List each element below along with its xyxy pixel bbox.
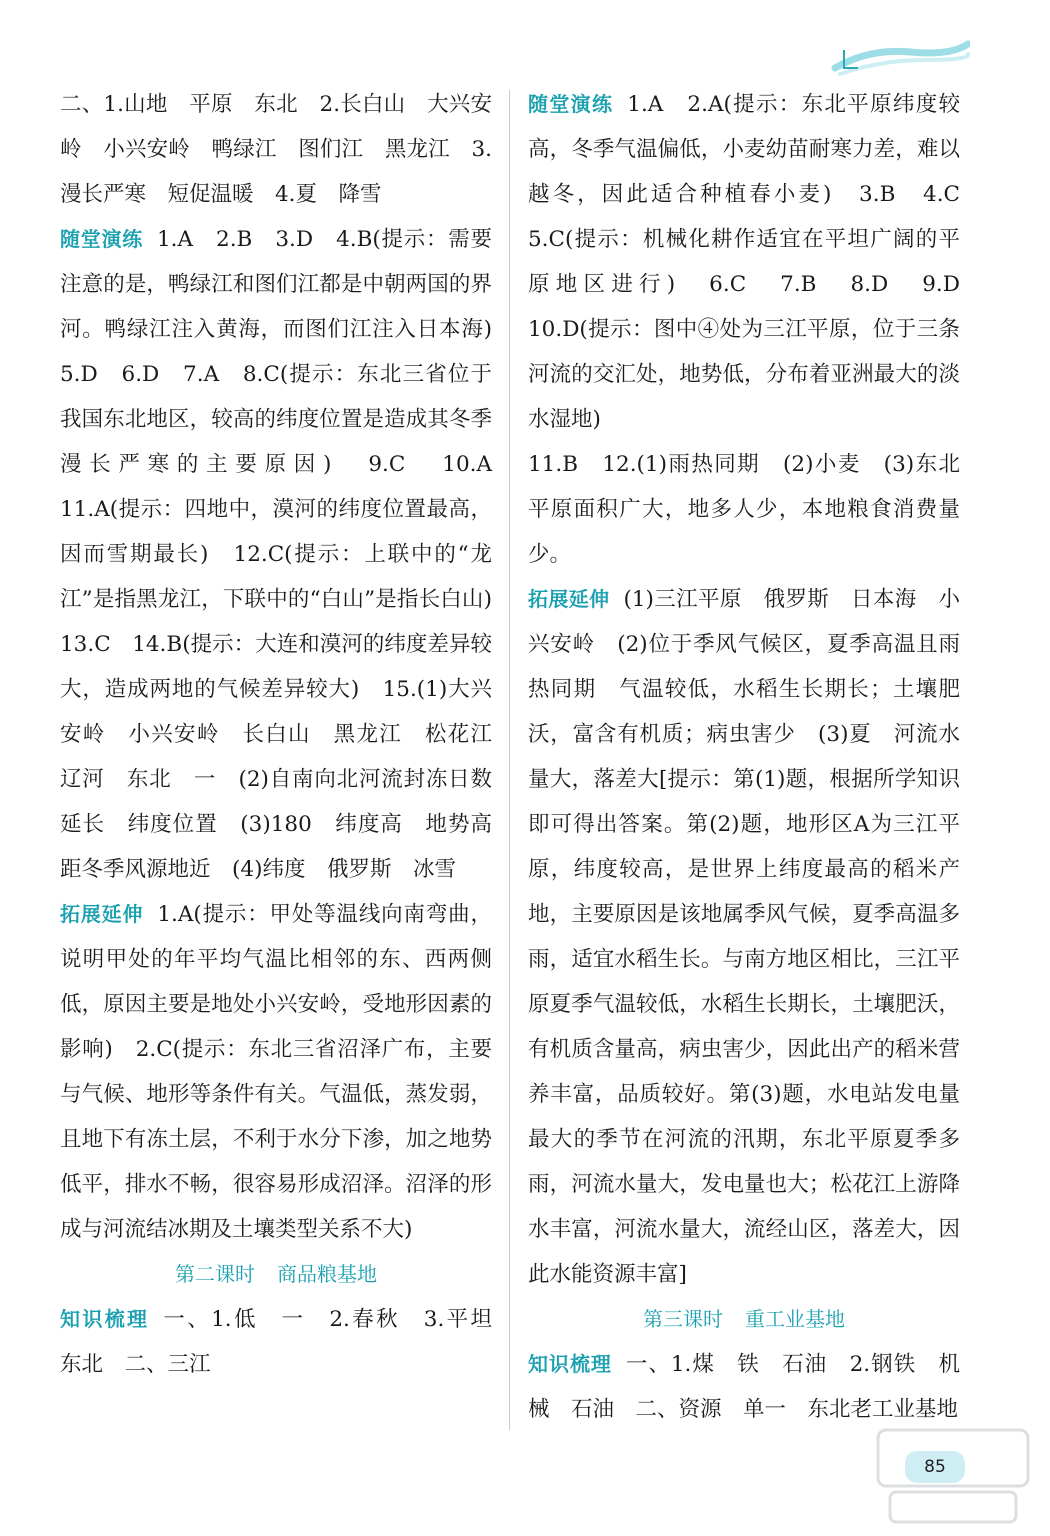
left-practice-section [60, 217, 514, 892]
left-knowledge-continued: 二、1.山地 平原 东北 2.长白山 大兴安岭 小兴安岭 鸭绿江 图们江 黑龙江 3.漫长严寒 短促温暖 4.夏 降雪 [60, 92, 492, 207]
lesson-number: 第三课时 [643, 1307, 723, 1331]
page-number: 85 [905, 1451, 965, 1483]
right-practice-section [528, 82, 982, 442]
left-extension-section [60, 892, 492, 1252]
extension-answers: 1.A(提示：甲处等温线向南弯曲，说明甲处的年平均气温比相邻的东、西两侧低，原因主要是地处小兴安岭，受地形因素的影响) 2.C(提示：东北三省沼泽广布，主要与气候、地形等条件有关。气温低，蒸发弱，且地下有冻土层，不利于水分下渗，加之地势低平，排水不畅，很容易形成沼泽。沼泽的形成与河流结冰期及土壤类型关系不大) [60, 902, 492, 1242]
knowledge-answers: 一、1.煤 铁 石油 2.钢铁 机械 石油 二、资源 单一 东北老工业基地 [528, 1352, 961, 1422]
lesson-heading-3 [528, 1297, 960, 1342]
practice-answers: 1.A 2.A(提示：东北平原纬度较高，冬季气温偏低，小麦幼苗耐寒力差，难以越冬，因此适合种植春小麦) 3.B 4.C 5.C(提示：机械化耕作适宜在平坦广阔的平原地区进行) 6.C 7.B 8.D 9.D 10.D(提示：图中④处为三江平原，位于三条河流的交汇处，地势低，分布着亚洲最大的淡水湿地) [528, 92, 982, 432]
right-practice-continued: 11.B 12.(1)雨热同期 (2)小麦 (3)东北平原面积广大，地多人少，本地粮食消费量少。 [528, 452, 960, 567]
section-label-practice: 随堂演练 [60, 227, 143, 251]
section-label-knowledge: 知识梳理 [528, 1352, 612, 1376]
practice-answers: 1.A 2.B 3.D 4.B(提示：需要注意的是，鸭绿江和图们江都是中朝两国的界河。鸭绿江注入黄海，而图们江注入日本海) 5.D 6.D 7.A 8.C(提示：东北三省位于我国东北地区，较高的纬度位置是造成其冬季漫长严寒的主要原因) 9.C 10.A 11.A(提示：四地中，漠河的纬度位置最高，因而雪期最长) 12.C(提示：上联中的“龙江”是指黑龙江，下联中的“白山”是指长白山) 13.C 14.B(提示：大连和漠河的纬度差异较大，造成两地的气候差异较大) 15.(1)大兴安岭 小兴安岭 长白山 黑龙江 松花江 辽河 东北 一 (2)自南向北河流封冻日数延长 纬度位置 (3)180 纬度高 地势高 距冬季风源地近 (4)纬度 俄罗斯 冰雪 [60, 227, 514, 882]
right-knowledge-section [528, 1342, 960, 1432]
section-label-knowledge: 知识梳理 [60, 1307, 150, 1331]
column-divider [509, 90, 510, 1430]
header-wave-decoration [830, 30, 970, 80]
lesson-title: 商品粮基地 [277, 1262, 377, 1286]
left-knowledge-section [60, 1297, 514, 1387]
section-label-practice: 随堂演练 [528, 92, 614, 116]
lesson-number: 第二课时 [175, 1262, 255, 1286]
right-extension-section [528, 577, 960, 1297]
knowledge-answers: 一、1.低 一 2.春秋 3.平坦 东北 二、三江 [60, 1307, 514, 1377]
left-column [60, 82, 514, 1387]
right-column [528, 82, 982, 1432]
section-label-extension: 拓展延伸 [60, 902, 144, 926]
lesson-heading-2 [60, 1252, 492, 1297]
lesson-title: 重工业基地 [745, 1307, 845, 1331]
extension-answers: (1)三江平原 俄罗斯 日本海 小兴安岭 (2)位于季风气候区，夏季高温且雨热同期 气温较低，水稻生长期长；土壤肥沃，富含有机质；病虫害少 (3)夏 河流水量大，落差大[提示：第(1)题，根据所学知识即可得出答案。第(2)题，地形区A为三江平原，纬度较高，是世界上纬度最高的稻米产地，主要原因是该地属季风气候，夏季高温多雨，适宜水稻生长。与南方地区相比，三江平原夏季气温较低，水稻生长期长，土壤肥沃，有机质含量高，病虫害少，因此出产的稻米营养丰富，品质较好。第(3)题，水电站发电量最大的季节在河流的汛期，东北平原夏季多雨，河流水量大，发电量也大；松花江上游降水丰富，河流水量大，流经山区，落差大，因此水能资源丰富] [528, 587, 960, 1287]
section-label-extension: 拓展延伸 [528, 587, 610, 611]
